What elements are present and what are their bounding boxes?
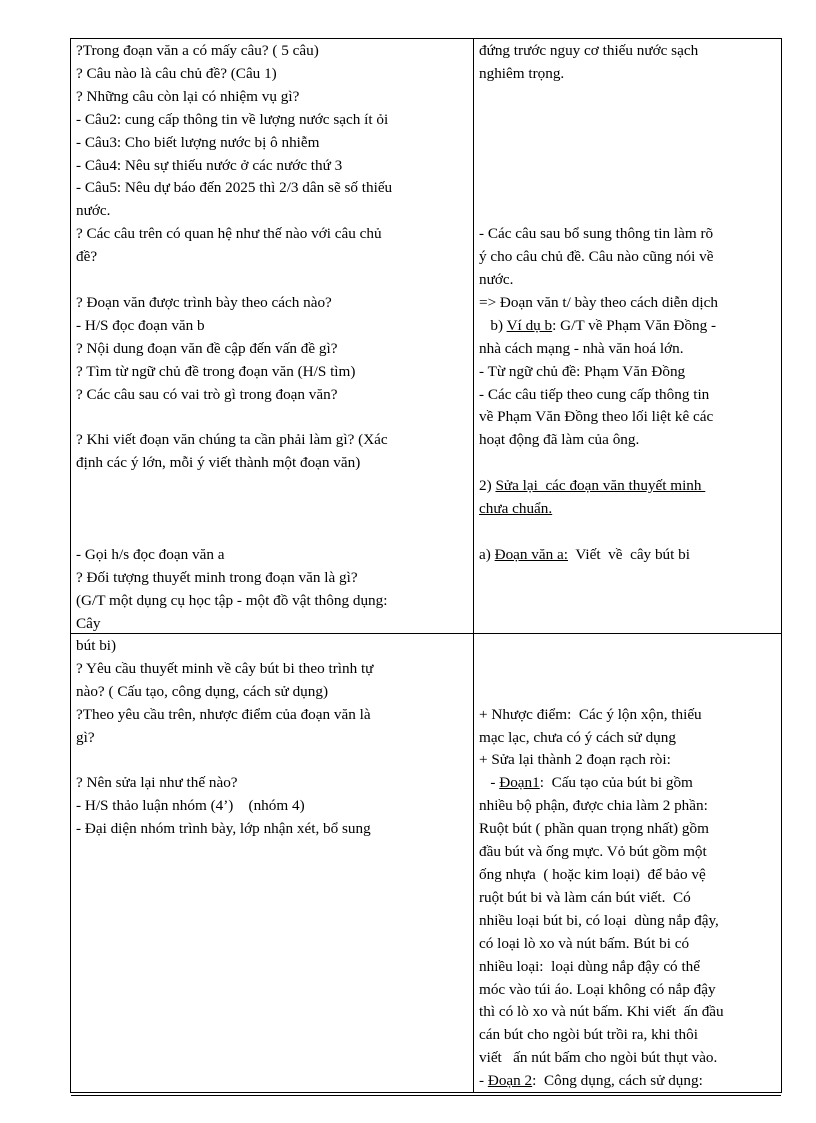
text-line <box>479 1070 777 1093</box>
text-line: ? Câu nào là câu chủ đề? (Câu 1) <box>76 64 277 82</box>
text-line: nước. <box>479 270 514 288</box>
text-line: nhà cách mạng - nhà văn hoá lớn. <box>479 339 684 357</box>
text-line: Cây <box>76 614 101 632</box>
text-line: móc vào túi áo. Loại không có nắp đậy <box>479 980 716 998</box>
text-line: về Phạm Văn Đồng theo lối liệt kê các <box>479 408 714 426</box>
text-line: - H/S đọc đoạn văn b <box>76 316 205 334</box>
text-line: ? Các câu sau có vai trò gì trong đoạn văn? <box>76 385 338 403</box>
text-line: nhiều loại: loại dùng nắp đậy có thể <box>479 957 701 975</box>
blank-line <box>76 750 469 773</box>
paragraph-2-heading: Đoạn 2 <box>487 1072 533 1090</box>
blank-line <box>479 109 777 132</box>
text-fragment: - <box>479 1072 488 1090</box>
content-column <box>474 39 781 633</box>
blank-line <box>479 521 777 544</box>
text-line: bút bi) <box>76 637 117 654</box>
text-line: - Câu2: cung cấp thông tin về lượng nước sạch ít ỏi <box>76 110 389 128</box>
text-line: + Sửa lại thành 2 đoạn rạch ròi: <box>479 751 671 769</box>
text-line: đầu bút và ống mực. Vỏ bút gồm một <box>479 843 707 861</box>
text-line: có loại lò xo và nút bấm. Bút bi có <box>479 934 690 952</box>
text-line: nào? ( Cấu tạo, công dụng, cách sử dụng) <box>76 682 329 700</box>
text-line: (G/T một dụng cụ học tập - một đồ vật thông dụng: <box>76 591 388 609</box>
text-fragment: 2) <box>479 477 496 495</box>
text-fragment: a) <box>479 545 495 563</box>
text-line: nước. <box>76 202 111 220</box>
text-line: ?Theo yêu cầu trên, nhược điểm của đoạn văn là <box>76 705 371 723</box>
text-fragment: b) <box>479 316 507 334</box>
text-line: ý cho câu chủ đề. Câu nào cũng nói về <box>479 248 714 266</box>
blank-line <box>76 475 469 498</box>
text-line: - Gọi h/s đọc đoạn văn a <box>76 545 225 563</box>
content-column <box>474 634 781 1092</box>
text-line: nhiều loại bút bi, có loại dùng nắp đậy, <box>479 911 719 929</box>
section-2-heading: Sửa lại các đoạn văn thuyết minh <box>495 477 706 495</box>
text-line: ? Yêu cầu thuyết minh về cây bút bi theo trình tự <box>76 659 374 677</box>
text-line: hoạt động đã làm của ông. <box>479 431 640 449</box>
text-line: + Nhược điểm: Các ý lộn xộn, thiếu <box>479 705 702 723</box>
blank-line <box>76 498 469 521</box>
text-line: Ruột bút ( phần quan trọng nhất) gồm <box>479 820 709 838</box>
blank-line <box>479 177 777 200</box>
text-line <box>479 544 777 567</box>
text-line: cán bút cho ngòi bút trồi ra, khi thôi <box>479 1026 698 1044</box>
text-line: gì? <box>76 728 95 746</box>
blank-line <box>479 635 777 658</box>
blank-line <box>76 521 469 544</box>
text-line: - Đại diện nhóm trình bày, lớp nhận xét, bổ sung <box>76 820 371 838</box>
text-line: ?Trong đoạn văn a có mấy câu? ( 5 câu) <box>76 42 319 59</box>
text-line: - H/S thảo luận nhóm (4’) (nhóm 4) <box>76 797 305 815</box>
paragraph-1-heading: Đoạn1 <box>499 774 540 792</box>
text-line: - Các câu tiếp theo cung cấp thông tin <box>479 385 710 403</box>
text-line: đứng trước nguy cơ thiếu nước sạch <box>479 42 699 59</box>
text-line: ? Đối tượng thuyết minh trong đoạn văn là gì? <box>76 568 358 586</box>
text-line: nhiều bộ phận, được chia làm 2 phần: <box>479 797 708 815</box>
text-line: ? Những câu còn lại có nhiệm vụ gì? <box>76 87 300 105</box>
example-b-heading: Ví dụ b <box>506 316 553 334</box>
text-line: đề? <box>76 248 98 266</box>
text-line: thì có lò xo và nút bấm. Khi viết ấn đầu <box>479 1003 724 1021</box>
text-fragment: : G/T về Phạm Văn Đồng - <box>552 316 717 334</box>
text-line: viết ấn nút bấm cho ngòi bút thụt vào. <box>479 1049 718 1067</box>
text-line: - Câu5: Nêu dự báo đến 2025 thì 2/3 dân sẽ số thiếu <box>76 179 393 197</box>
text-line: ống nhựa ( hoặc kim loại) để bảo vệ <box>479 866 706 884</box>
blank-line <box>479 658 777 681</box>
text-line: mạc lạc, chưa có ý cách sử dụng <box>479 728 676 746</box>
text-line: - Các câu sau bổ sung thông tin làm rõ <box>479 225 714 243</box>
text-fragment: : Công dụng, cách sử dụng: <box>532 1072 703 1090</box>
text-fragment: : Cấu tạo của bút bi gồm <box>539 774 693 792</box>
text-line: định các ý lớn, mỗi ý viết thành một đoạn văn) <box>76 454 361 472</box>
text-line: ? Nên sửa lại như thế nào? <box>76 774 238 792</box>
blank-line <box>479 200 777 223</box>
text-line: - Từ ngữ chủ đề: Phạm Văn Đồng <box>479 362 686 380</box>
text-line: nghiêm trọng. <box>479 64 565 82</box>
text-line: ruột bút bi và làm cán bút viết. Có <box>479 888 691 906</box>
paragraph-a-heading: Đoạn văn a: <box>494 545 568 563</box>
text-line <box>479 498 777 521</box>
text-fragment: Viết về cây bút bi <box>568 545 690 563</box>
text-line <box>479 772 777 795</box>
text-line: ? Đoạn văn được trình bày theo cách nào? <box>76 293 332 311</box>
lesson-table <box>70 38 782 1093</box>
text-line <box>479 315 777 338</box>
blank-line <box>479 452 777 475</box>
blank-line <box>479 681 777 704</box>
text-line: ? Nội dung đoạn văn đề cập đến vấn đề gì? <box>76 339 338 357</box>
blank-line <box>479 132 777 155</box>
text-line: ? Tìm từ ngữ chủ đề trong đoạn văn (H/S tìm) <box>76 362 356 380</box>
section-2-heading-cont: chưa chuẩn. <box>479 500 553 518</box>
text-line <box>479 475 777 498</box>
text-line: - Câu3: Cho biết lượng nước bị ô nhiễm <box>76 133 320 151</box>
text-line: => Đoạn văn t/ bày theo cách diễn dịch <box>479 293 718 311</box>
text-line: ? Khi viết đoạn văn chúng ta cần phải làm gì? (Xác <box>76 431 388 449</box>
teacher-activity-column <box>71 634 474 1092</box>
text-line: - Câu4: Nêu sự thiếu nước ở các nước thứ 3 <box>76 156 343 174</box>
blank-line <box>479 86 777 109</box>
teacher-activity-column <box>71 39 474 633</box>
table-row-1 <box>70 38 782 634</box>
text-fragment: - <box>479 774 500 792</box>
blank-line <box>479 154 777 177</box>
blank-line <box>76 406 469 429</box>
table-row-2 <box>70 634 782 1093</box>
text-line: ? Các câu trên có quan hệ như thế nào với câu chủ <box>76 225 382 243</box>
table-bottom-rule <box>71 1095 781 1096</box>
blank-line <box>76 269 469 292</box>
